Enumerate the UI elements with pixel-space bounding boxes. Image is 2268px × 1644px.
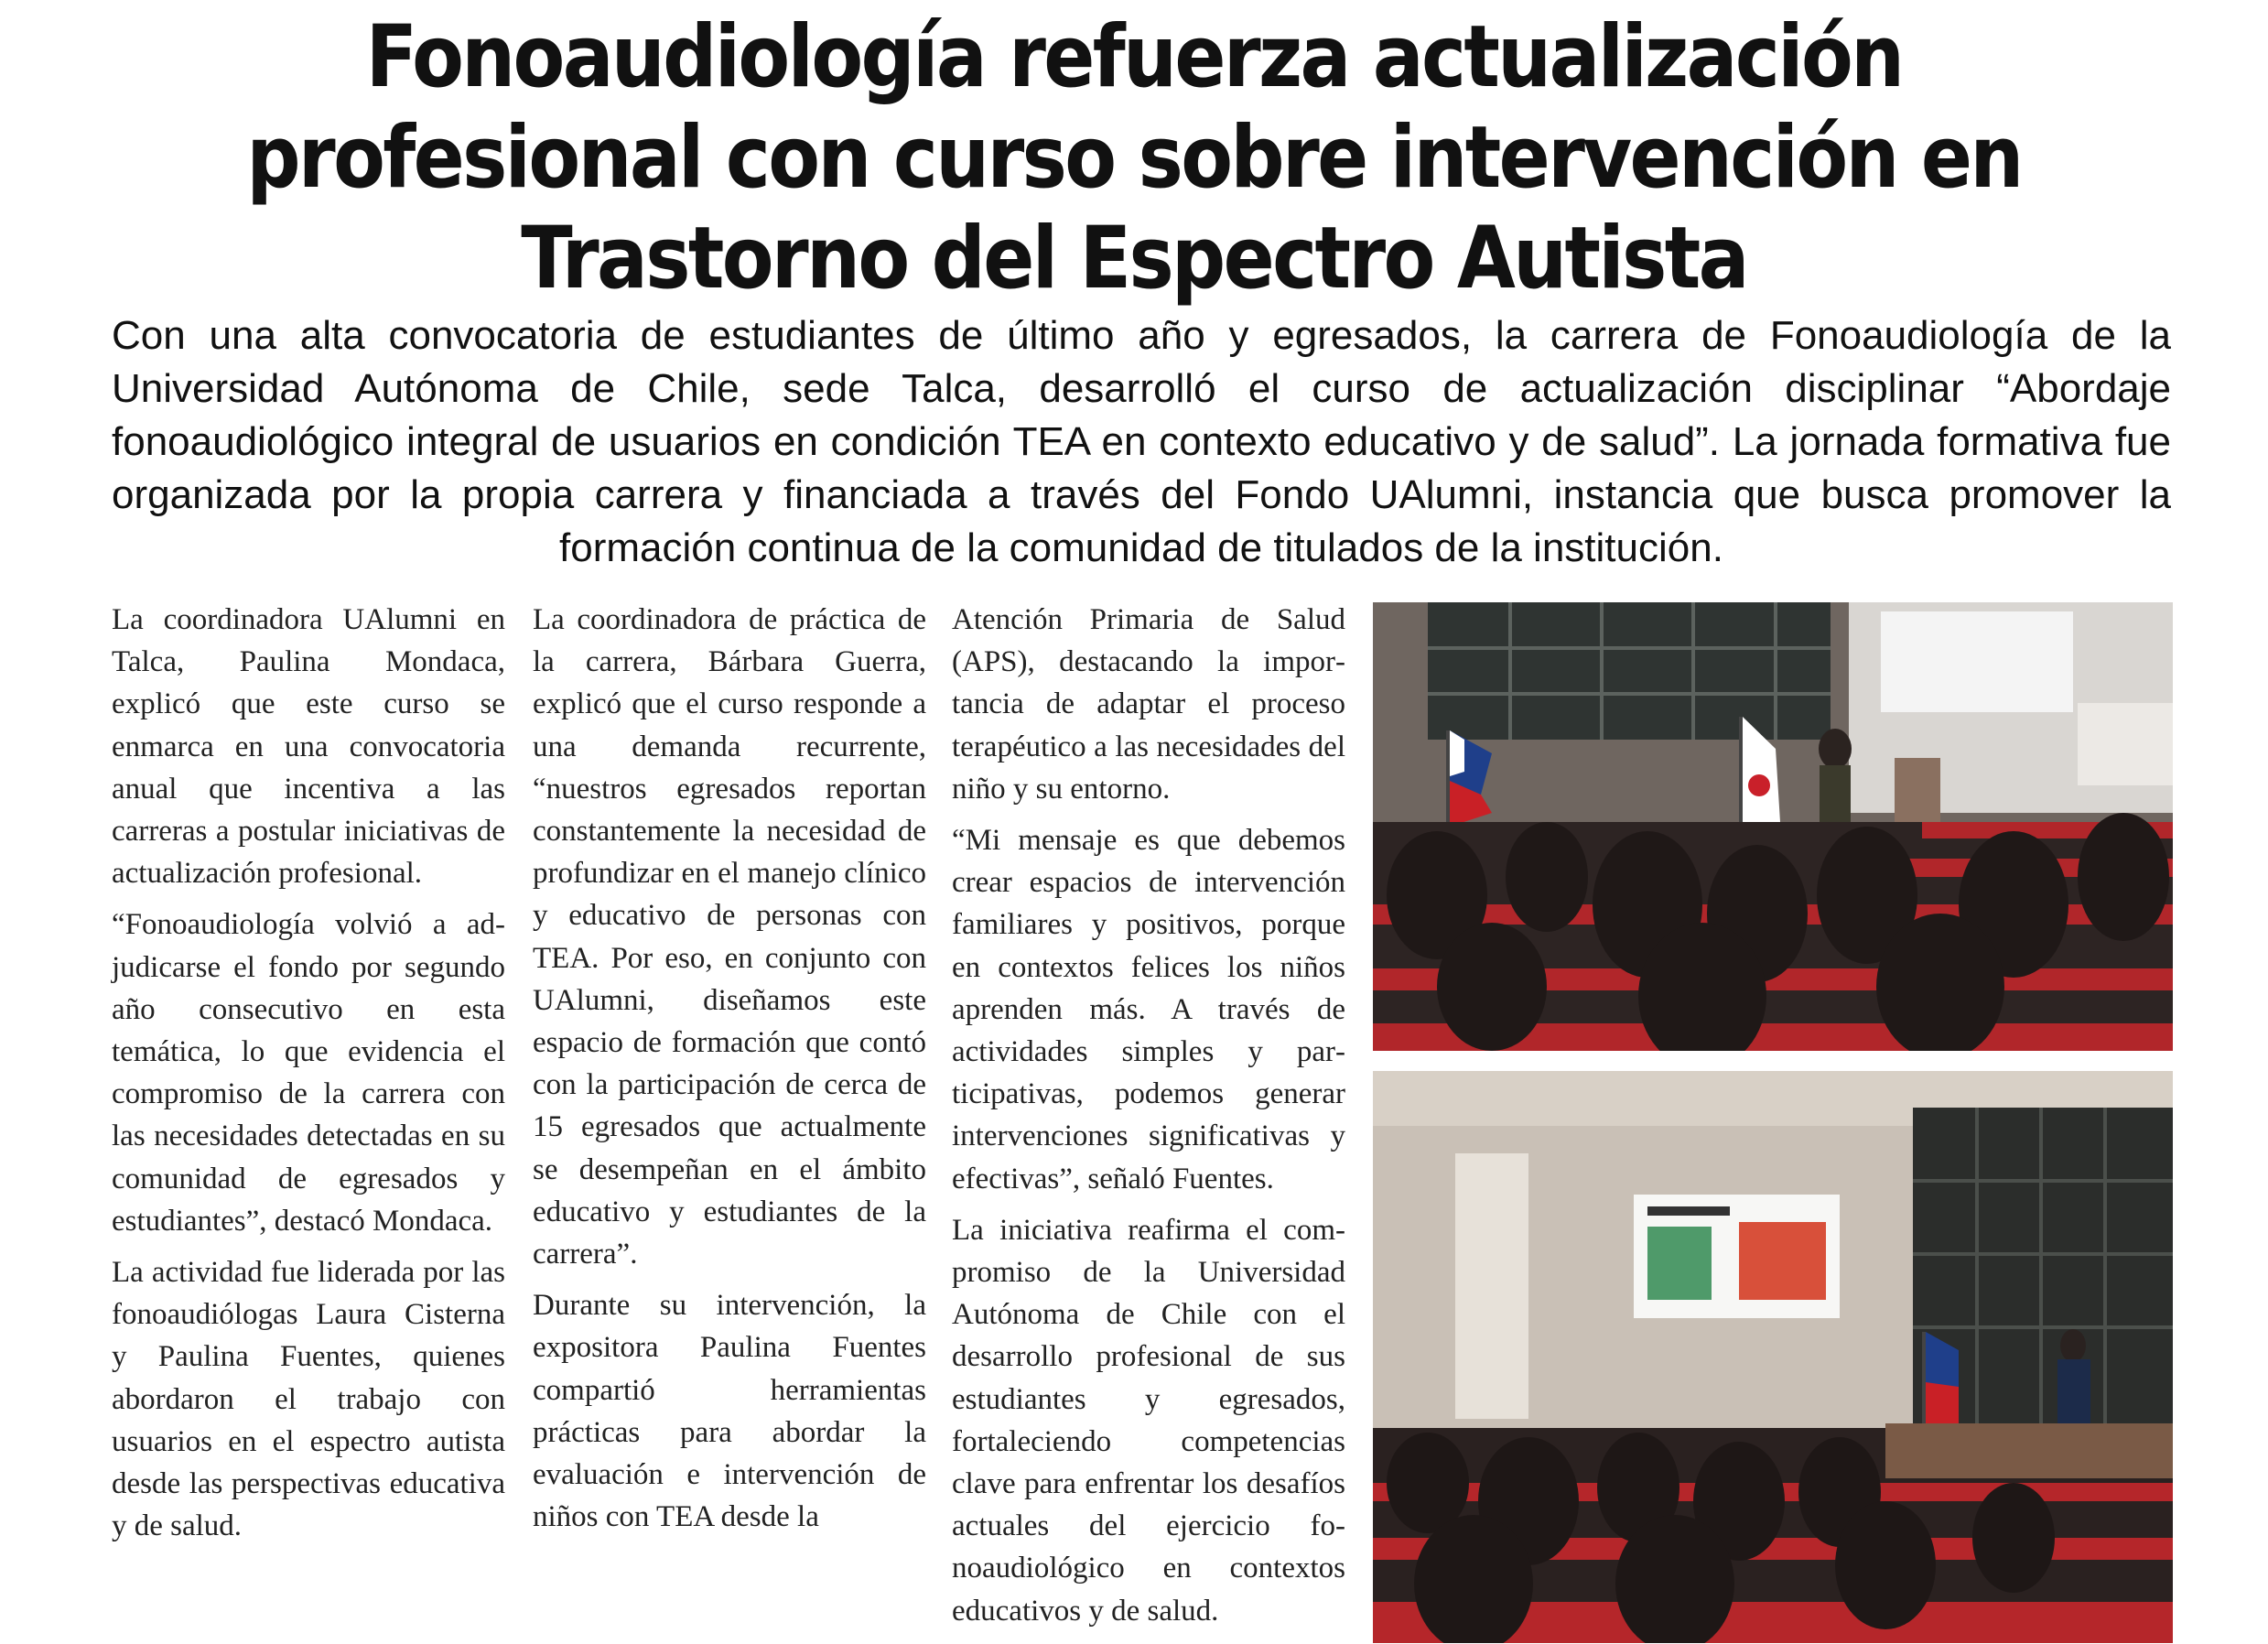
article-paragraph: La coordinadora de práctica de la carrera, Bárbara Guerra, explicó que el curso responde a una demanda recurrente, “nuestros egresados reportan constantemente la necesidad de profundizar en el manejo clínico y educativo de personas con TEA. Por eso, en conjunto con UAlumni, diseñamos este espacio de formación que contó con la participación de cerca de 15 egresados que actualmente se desempeñan en el ámbito educativo y estudiantes de la carrera”. — [533, 603, 926, 1271]
article-paragraph: La actividad fue liderada por las fonoaudiólogas Laura Cisterna y Paulina Fuentes, quienes abordaron el trabajo con usuarios en el espectro autista desde las perspectivas educativa y de salud. — [112, 1256, 505, 1543]
headline-line: Fonoaudiología refuerza actualización — [365, 7, 1903, 107]
article-paragraph: Atención Primaria de Salud (APS), destacando la importancia de adaptar el proceso terapéutico a las necesidades del niño y su entorno. — [952, 603, 1345, 806]
headline-line: Trastorno del Espectro Autista — [521, 209, 1747, 308]
headline — [232, 7, 2035, 309]
article-column-1 — [112, 599, 505, 1556]
photo-auditorium-projection — [1373, 1071, 2173, 1643]
article-paragraph: La coordinadora UAlumni en Talca, Paulina Mondaca, explicó que este curso se enmarca en una convocatoria anual que incentiva a las carreras a postular iniciativas de actualización profesional. — [112, 603, 505, 891]
photo-auditorium-speaker — [1373, 602, 2173, 1051]
article-paragraph: La iniciativa reafirma el compromiso de la Universidad Autónoma de Chile con el desarrollo profesional de sus estudiantes y egresados, fortaleciendo competencias clave para enfrentar los desafíos actuales del ejercicio fonoaudiológico en contextos educativos y de salud. — [952, 1213, 1345, 1628]
lead-paragraph: Con una alta convocatoria de estudiantes de último año y egresados, la carrera de Fonoaudiología de la Universidad Autónoma de Chile, sede Talca, desarrolló el curso de actualización disciplinar “Abordaje fonoaudiológico integral de usuarios en condición TEA en contexto educativo y de salud”. La jornada formativa fue organizada por la propia carrera y financiada a través del Fondo UAlumni, instancia que busca promover la formación continua de la comunidad de titulados de la institución. — [112, 313, 2171, 570]
article-paragraph: Durante su intervención, la expositora Paulina Fuentes compartió herramientas prácticas para abordar la evaluación e intervención de niños con TEA desde la — [533, 1289, 926, 1534]
headline-line: profesional con curso sobre intervención en — [246, 108, 2022, 208]
article-column-2 — [533, 599, 926, 1547]
article-paragraph: “Fonoaudiología volvió a adjudicarse el fondo por segundo año consecutivo en esta temática, lo que evidencia el compromiso de la carrera con las necesidades detectadas en su comunidad de egresados y estudiantes”, destacó Mondaca. — [112, 908, 505, 1238]
article-column-3 — [952, 599, 1345, 1641]
article-paragraph: “Mi mensaje es que debemos crear espacios de intervención familiares y positivos, porque en contextos felices los niños aprenden más. A través de actividades simples y participativas, podemos generar intervenciones significativas y efectivas”, señaló Fuentes. — [952, 824, 1345, 1195]
